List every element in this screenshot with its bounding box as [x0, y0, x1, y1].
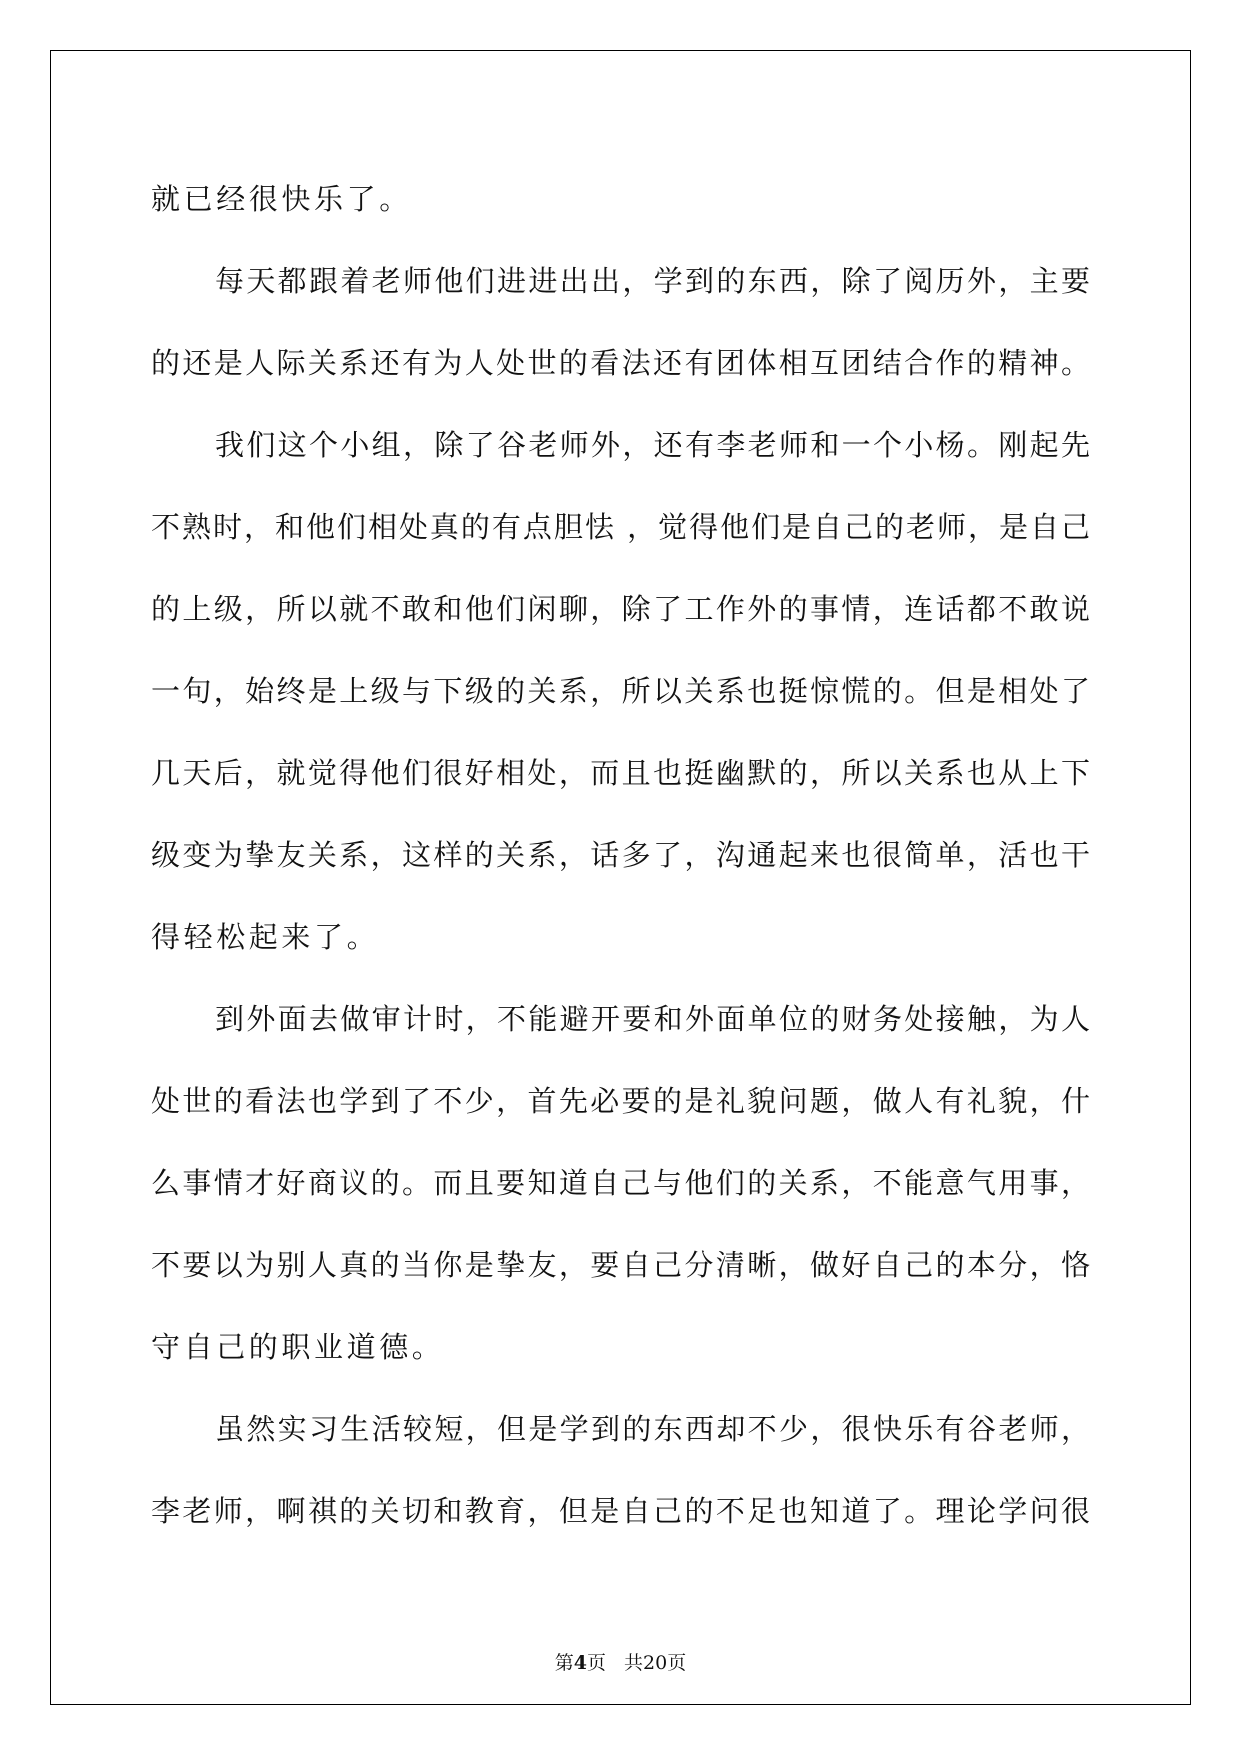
text-line: 李老师，啊祺的关切和教育，但是自己的不足也知道了。理论学问很 — [151, 1494, 1090, 1528]
total-suffix: 页 — [667, 1652, 687, 1674]
text-line: 每天都跟着老师他们进进出出，学到的东西，除了阅历外，主要 — [215, 264, 1090, 298]
text-line: 虽然实习生活较短，但是学到的东西却不少，很快乐有谷老师， — [215, 1412, 1090, 1446]
text-line: 我们这个小组，除了谷老师外，还有李老师和一个小杨。刚起先 — [215, 428, 1090, 462]
text-line: 就已经很快乐了。 — [151, 182, 412, 216]
total-pages: 20 — [643, 1652, 668, 1674]
text-line: 守自己的职业道德。 — [151, 1330, 445, 1364]
text-line: 不熟时，和他们相处真的有点胆怯 ，觉得他们是自己的老师，是自己 — [151, 510, 1090, 544]
text-line: 到外面去做审计时，不能避开要和外面单位的财务处接触，为人 — [215, 1002, 1090, 1036]
text-line: 几天后，就觉得他们很好相处，而且也挺幽默的，所以关系也从上下 — [151, 756, 1090, 790]
text-line: 处世的看法也学到了不少，首先必要的是礼貌问题，做人有礼貌，什 — [151, 1084, 1090, 1118]
text-line: 一句，始终是上级与下级的关系，所以关系也挺惊慌的。但是相处了 — [151, 674, 1090, 708]
text-line: 得轻松起来了。 — [151, 920, 380, 954]
page-number: 4 — [573, 1652, 587, 1674]
page-suffix: 页 — [587, 1652, 607, 1674]
text-line: 级变为挚友关系，这样的关系，话多了，沟通起来也很简单，活也干 — [151, 838, 1090, 872]
text-line: 么事情才好商议的。而且要知道自己与他们的关系，不能意气用事， — [151, 1166, 1090, 1200]
page-prefix: 第 — [554, 1652, 574, 1674]
page-footer — [0, 1648, 1241, 1675]
document-body — [151, 158, 1090, 1552]
text-line: 的上级，所以就不敢和他们闲聊，除了工作外的事情，连话都不敢说 — [151, 592, 1090, 626]
text-line: 的还是人际关系还有为人处世的看法还有团体相互团结合作的精神。 — [151, 346, 1090, 380]
total-prefix: 共 — [624, 1652, 644, 1674]
text-line: 不要以为别人真的当你是挚友，要自己分清晰，做好自己的本分，恪 — [151, 1248, 1090, 1282]
